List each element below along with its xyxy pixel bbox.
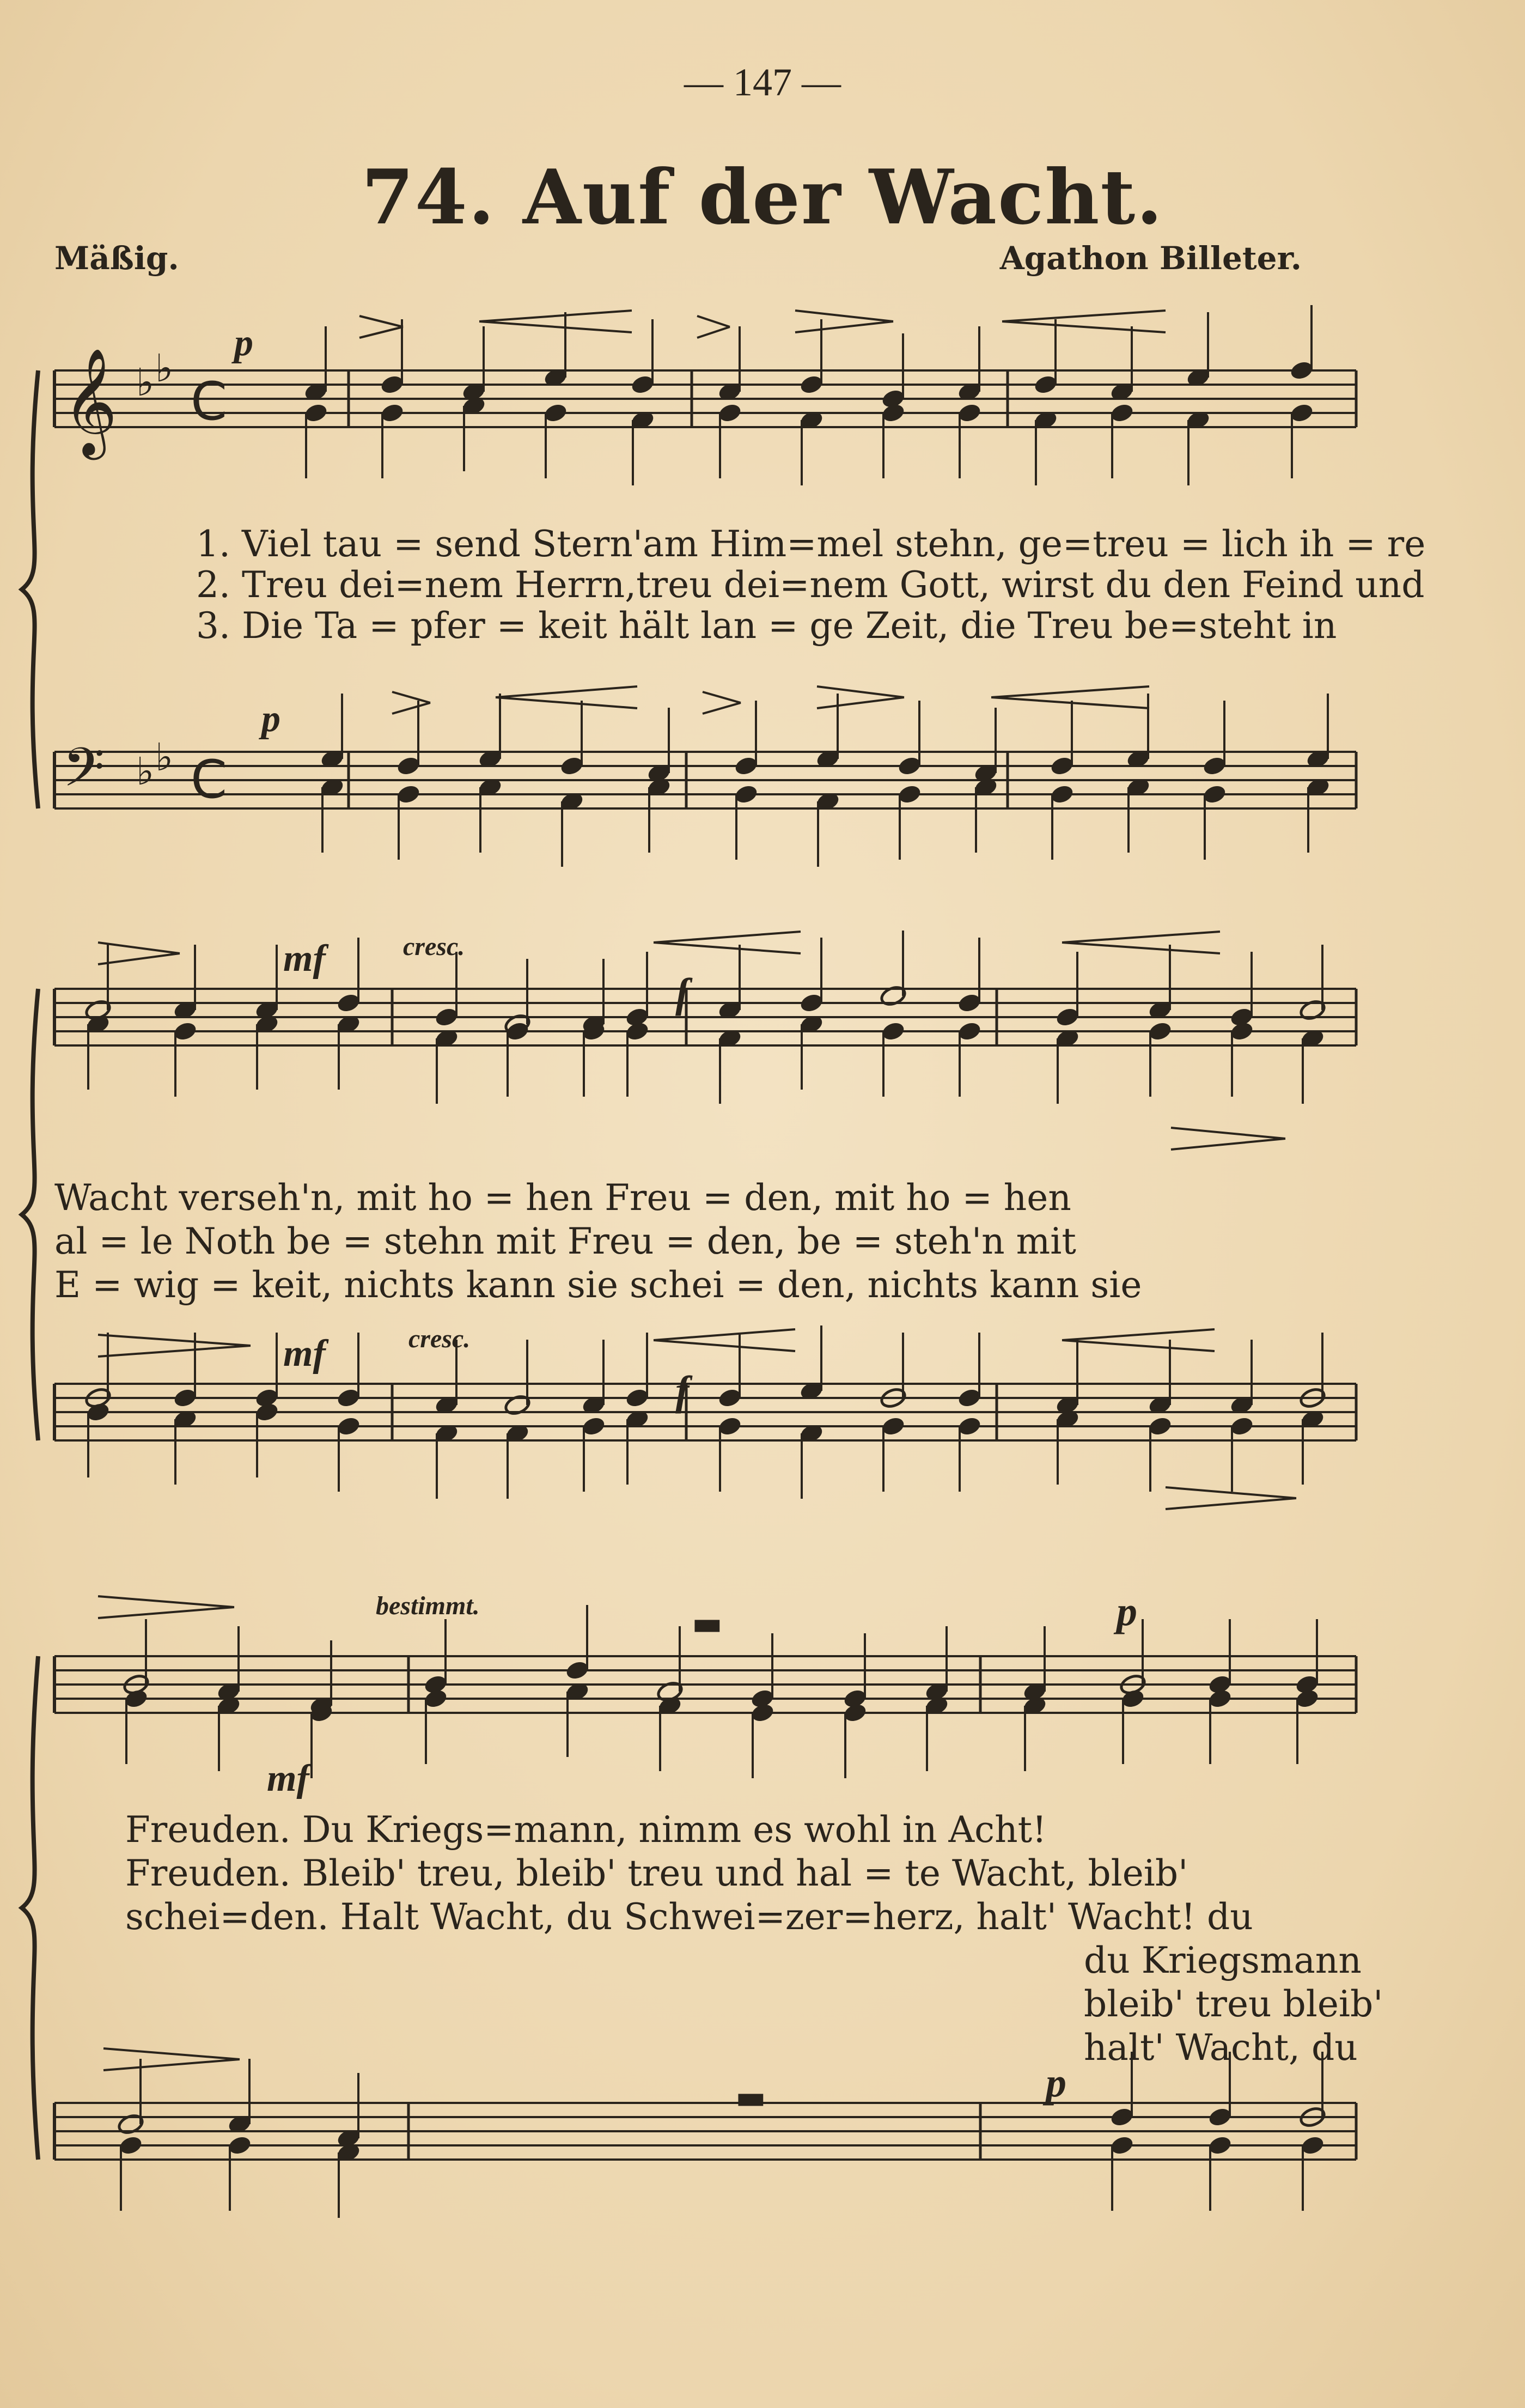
note <box>1229 952 1255 1028</box>
note <box>1229 1340 1255 1416</box>
hairpin <box>817 686 904 708</box>
dynamic-f-treble2: f <box>675 970 690 1016</box>
note <box>1289 305 1315 381</box>
hairpin <box>1171 1128 1285 1150</box>
lyrics-line: Freuden. Bleib' treu, bleib' treu und hal = te Wacht, bleib' <box>125 1852 1188 1894</box>
note <box>379 319 405 396</box>
note <box>216 1695 242 1771</box>
hairpin <box>98 942 180 964</box>
note <box>815 790 841 867</box>
note <box>308 1702 334 1778</box>
note <box>1054 1408 1081 1485</box>
note <box>624 1020 650 1097</box>
lyrics-system1-verse1 <box>196 523 1425 565</box>
lyrics-line: 2. Treu dei=nem Herrn,treu dei=nem Gott, wirst du den Feind und <box>196 564 1425 606</box>
flat-key-signature-icon: ♭ <box>155 346 174 391</box>
note <box>1229 1020 1255 1097</box>
lyrics-line: E = wig = keit, nichts kann sie schei = den, nichts kann sie <box>54 1264 1142 1306</box>
flat-key-signature-icon: ♭ <box>136 749 155 794</box>
cresc-treble2: cresc. <box>403 932 465 961</box>
note <box>227 2059 253 2135</box>
system-brace <box>22 1656 38 2160</box>
note <box>733 783 759 860</box>
note <box>1147 1020 1173 1097</box>
hairpin <box>103 2048 240 2070</box>
note <box>924 1626 950 1702</box>
lyrics-line: Wacht verseh'n, mit ho = hen Freu = den, mit ho = hen <box>54 1177 1071 1219</box>
dynamic-mf-treble3: mf <box>267 1758 309 1799</box>
flat-key-signature-icon: ♭ <box>136 360 155 405</box>
page-number: — 147 — <box>684 60 841 104</box>
note <box>254 1013 280 1090</box>
note <box>303 326 329 403</box>
note <box>1298 945 1326 1021</box>
note <box>504 1020 530 1097</box>
note <box>880 333 906 410</box>
treble-clef-icon: 𝄞 <box>63 348 118 455</box>
whole-rest-icon: ▬ <box>735 2078 766 2117</box>
hairpin <box>991 686 1149 708</box>
common-time-icon: C <box>191 371 228 432</box>
note <box>749 1702 776 1778</box>
note <box>254 1333 280 1409</box>
note <box>581 1020 607 1097</box>
note <box>254 945 280 1021</box>
note <box>624 1408 650 1485</box>
hairpin <box>1062 932 1220 953</box>
lyrics-extra-line2: bleib' treu bleib' <box>1084 1983 1383 2025</box>
lyrics-line: Freuden. Du Kriegs=mann, nimm es wohl in Acht! <box>125 1809 1047 1851</box>
hairpin <box>1002 311 1166 332</box>
note <box>842 1702 868 1778</box>
note <box>1185 409 1211 485</box>
note <box>1022 1626 1048 1702</box>
note <box>798 1422 825 1499</box>
hairpin <box>697 316 730 338</box>
note <box>798 1013 825 1090</box>
note <box>254 1401 280 1477</box>
note <box>924 1695 950 1771</box>
note <box>1207 2135 1233 2211</box>
note <box>559 790 585 867</box>
note <box>504 1422 530 1499</box>
note <box>335 1013 362 1090</box>
note <box>581 1340 607 1416</box>
note <box>646 776 672 853</box>
note <box>335 1415 362 1492</box>
note <box>434 1027 460 1104</box>
note <box>1289 402 1315 478</box>
hairpin <box>479 311 632 332</box>
note <box>717 326 743 403</box>
note <box>1300 2135 1326 2211</box>
lyrics-system2-verse2 <box>54 1220 1076 1262</box>
note <box>717 1027 743 1104</box>
note <box>84 945 112 1021</box>
bass-clef-icon: 𝄢 <box>63 737 105 812</box>
composer-name: Agathon Billeter. <box>999 240 1302 277</box>
note <box>117 2059 144 2136</box>
note <box>656 1626 684 1703</box>
note <box>559 701 585 777</box>
note <box>956 326 983 403</box>
note <box>172 1408 198 1485</box>
note <box>477 776 503 853</box>
lyrics-line: schei=den. Halt Wacht, du Schwei=zer=herz, halt' Wacht! du <box>125 1896 1253 1938</box>
lyrics-system1-verse3 <box>196 605 1337 647</box>
note <box>216 1626 242 1702</box>
hairpin <box>1062 1329 1215 1351</box>
dynamic-p-treble3: p <box>1117 1589 1137 1634</box>
note <box>564 1605 590 1681</box>
note <box>335 938 362 1014</box>
note <box>657 1695 683 1771</box>
note <box>1054 952 1081 1028</box>
lyrics-line: 3. Die Ta = pfer = keit hält lan = ge Zeit, die Treu be=steht in <box>196 605 1337 647</box>
note <box>581 1415 607 1492</box>
lyrics-system2-verse1 <box>54 1177 1071 1219</box>
note <box>319 694 345 770</box>
note <box>1305 694 1331 770</box>
dynamic-mf-bass2: mf <box>283 1333 326 1375</box>
note <box>1109 402 1135 478</box>
note <box>1125 776 1151 853</box>
note <box>542 402 569 478</box>
staff-treble-1 <box>54 370 1356 427</box>
lyrics-system2-verse3 <box>54 1264 1142 1306</box>
note <box>118 2135 144 2211</box>
dynamic-p-bass3: p <box>1046 2060 1066 2106</box>
note <box>798 1325 825 1402</box>
note <box>1207 1619 1233 1695</box>
flat-key-signature-icon: ♭ <box>155 735 174 780</box>
tempo-bestimmt: bestimmt. <box>376 1591 480 1620</box>
note <box>85 1013 111 1090</box>
note <box>717 1415 743 1492</box>
hairpin <box>496 686 637 708</box>
note <box>319 776 345 853</box>
note <box>461 326 487 403</box>
lyrics-line: 1. Viel tau = send Stern'am Him=mel stehn, ge=treu = lich ih = re <box>196 523 1426 565</box>
hairpin <box>795 311 893 332</box>
note <box>423 1619 449 1695</box>
lyrics-system3-verse2 <box>125 1852 1188 1894</box>
note <box>227 2135 253 2211</box>
song-title: 74. Auf der Wacht. <box>361 153 1164 241</box>
staff-treble-3 <box>54 1656 1356 1713</box>
note <box>1054 1340 1081 1416</box>
note <box>630 409 656 485</box>
note <box>1022 1695 1048 1771</box>
note <box>646 708 672 784</box>
note <box>379 402 405 478</box>
common-time-icon: C <box>191 749 228 810</box>
dynamic-f-bass2: f <box>675 1368 690 1414</box>
note <box>880 402 906 478</box>
hairpin <box>359 316 403 338</box>
note <box>1294 1688 1320 1764</box>
hairpin <box>98 1335 251 1357</box>
note <box>956 1333 983 1409</box>
note <box>717 945 743 1021</box>
note <box>798 409 825 485</box>
lyrics-line: al = le Noth be = stehn mit Freu = den, be = steh'n mit <box>54 1220 1076 1262</box>
note <box>879 931 907 1007</box>
note <box>1147 1415 1173 1492</box>
whole-rest-icon: ▬ <box>692 1604 723 1643</box>
note <box>1054 1027 1081 1104</box>
note <box>956 1020 983 1097</box>
note <box>624 1333 650 1409</box>
note <box>1033 319 1059 396</box>
note <box>434 1422 460 1499</box>
note <box>1300 1027 1326 1104</box>
dynamic-mf-treble2: mf <box>283 938 326 980</box>
note <box>717 1333 743 1409</box>
note <box>1033 409 1059 485</box>
note <box>423 1688 449 1764</box>
note <box>1049 783 1075 860</box>
note <box>1201 701 1228 777</box>
note <box>434 952 460 1028</box>
lyrics-system3-verse1 <box>125 1809 1047 1851</box>
note <box>896 783 923 860</box>
note <box>172 1333 198 1409</box>
note <box>172 1020 198 1097</box>
note <box>1049 701 1075 777</box>
note <box>973 708 999 784</box>
note <box>1207 1688 1233 1764</box>
note <box>395 783 422 860</box>
note <box>503 1340 531 1416</box>
note <box>1300 1408 1326 1485</box>
note <box>842 1633 868 1710</box>
note <box>335 2142 362 2218</box>
note <box>1185 312 1211 388</box>
note <box>624 952 650 1028</box>
note <box>749 1633 776 1710</box>
system-brace <box>22 370 38 808</box>
note <box>1125 694 1151 770</box>
system-brace <box>22 989 38 1440</box>
note <box>1294 1619 1320 1695</box>
note <box>880 1415 906 1492</box>
note <box>461 395 487 471</box>
note <box>1201 783 1228 860</box>
note <box>1305 776 1331 853</box>
note <box>542 312 569 388</box>
note <box>1109 2135 1135 2211</box>
lyrics-extra-line1: du Kriegsmann <box>1084 1939 1362 1981</box>
note <box>880 1020 906 1097</box>
note <box>172 945 198 1021</box>
cresc-bass2: cresc. <box>408 1324 471 1353</box>
note <box>896 701 923 777</box>
note <box>335 2073 362 2149</box>
dynamic-p-treble1: p <box>234 322 253 364</box>
note <box>1229 1415 1255 1492</box>
note <box>85 1401 111 1477</box>
note <box>956 938 983 1014</box>
note <box>1109 326 1135 403</box>
note <box>717 402 743 478</box>
note <box>1120 1688 1146 1764</box>
note <box>630 319 656 396</box>
hairpin <box>703 692 741 714</box>
note <box>477 694 503 770</box>
note <box>1147 1340 1173 1416</box>
note <box>973 776 999 853</box>
lyrics-system1-verse2 <box>196 564 1424 606</box>
lyrics-system3-verse3 <box>125 1896 1253 1938</box>
hairpin <box>392 692 430 714</box>
note <box>335 1333 362 1409</box>
lyrics-extra-line3: halt' Wacht, du <box>1084 2027 1358 2069</box>
note <box>798 938 825 1014</box>
note <box>1147 945 1173 1021</box>
note <box>956 1415 983 1492</box>
hairpin <box>654 1329 795 1351</box>
tempo-marking: Mäßig. <box>54 240 179 277</box>
staff-bass-1 <box>54 752 1356 808</box>
hairpin <box>98 1596 234 1618</box>
note <box>733 701 759 777</box>
note <box>123 1688 149 1764</box>
note <box>564 1681 590 1757</box>
dynamic-p-bass1: p <box>261 698 280 740</box>
hairpin <box>654 932 801 953</box>
note <box>956 402 983 478</box>
note <box>303 402 329 478</box>
